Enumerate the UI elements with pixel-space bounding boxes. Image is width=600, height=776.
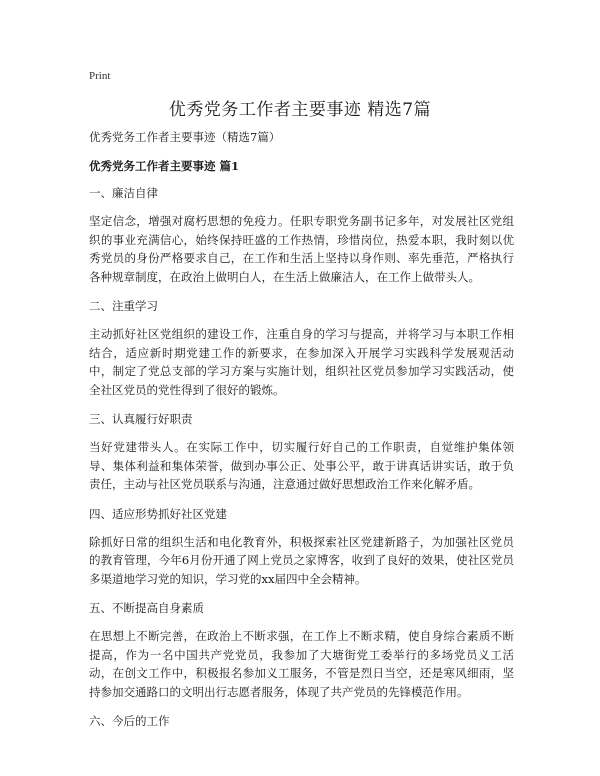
section-heading: 一、廉洁自律	[89, 186, 158, 200]
document-subtitle: 优秀党务工作者主要事迹（精选7篇）	[89, 130, 281, 144]
section-paragraph: 除抓好日常的组织生活和电化教育外，积极探索社区党建新路子，为加强社区党员的教育管理，今年6月份开通了网上党员之家博客，收到了良好的效果，使社区党员多渠道地学习党的知识，学习党的xx届四中全会精神。	[89, 534, 514, 586]
document-body	[89, 128, 514, 740]
section-heading: 三、认真履行好职责	[89, 412, 193, 426]
section-heading: 四、适应形势抓好社区党建	[89, 506, 227, 521]
section-4	[89, 505, 514, 589]
section-1	[89, 184, 514, 286]
part-heading: 优秀党务工作者主要事迹 篇1	[89, 159, 240, 173]
section-6	[89, 712, 514, 731]
section-paragraph: 当好党建带头人。在实际工作中，切实履行好自己的工作职责，自觉维护集体领导、集体利益和集体荣誉，做到办事公正、处事公平，敢于讲真话讲实话，敢于负责任，主动与社区党员联系与沟通，注意通过做好思想政治工作来化解矛盾。	[89, 440, 514, 491]
section-paragraph: 主动抓好社区党组织的建设工作，注重自身的学习与提高，并将学习与本职工作相结合，适应新时期党建工作的新要求，在参加深入开展学习实践科学发展观活动中，制定了党总支部的学习方案与实施计划，组织社区党员参加学习实践活动，使全社区党员的党性得到了很好的锻炼。	[89, 327, 514, 397]
print-link[interactable]: Print	[89, 70, 111, 82]
section-paragraph: 坚定信念，增强对腐朽思想的免疫力。任职专职党务副书记多年，对发展社区党组织的事业充满信心，始终保持旺盛的工作热情，珍惜岗位，热爱本职，我时刻以优秀党员的身份严格要求自己，在工作和生活上坚持以身作则、率先垂范，严格执行各种规章制度，在政治上做明白人，在生活上做廉洁人，在工作上做带头人。	[89, 214, 514, 284]
section-heading: 五、不断提高自身素质	[89, 601, 204, 615]
section-heading: 六、今后的工作	[89, 714, 170, 728]
document-title: 优秀党务工作者主要事迹 精选7篇	[168, 100, 432, 120]
section-heading: 二、注重学习	[89, 299, 158, 313]
section-3	[89, 410, 514, 494]
section-5	[89, 599, 514, 701]
section-paragraph: 在思想上不断完善，在政治上不断求强，在工作上不断求精，使自身综合素质不断提高，作为一名中国共产党党员，我参加了大塘街党工委举行的多场党员义工活动，在创文工作中，积极报名参加义工服务，不管是烈日当空，还是寒风细雨，坚持参加交通路口的文明出行志愿者服务，体现了共产党员的先锋模范作用。	[89, 629, 514, 699]
section-2	[89, 297, 514, 399]
